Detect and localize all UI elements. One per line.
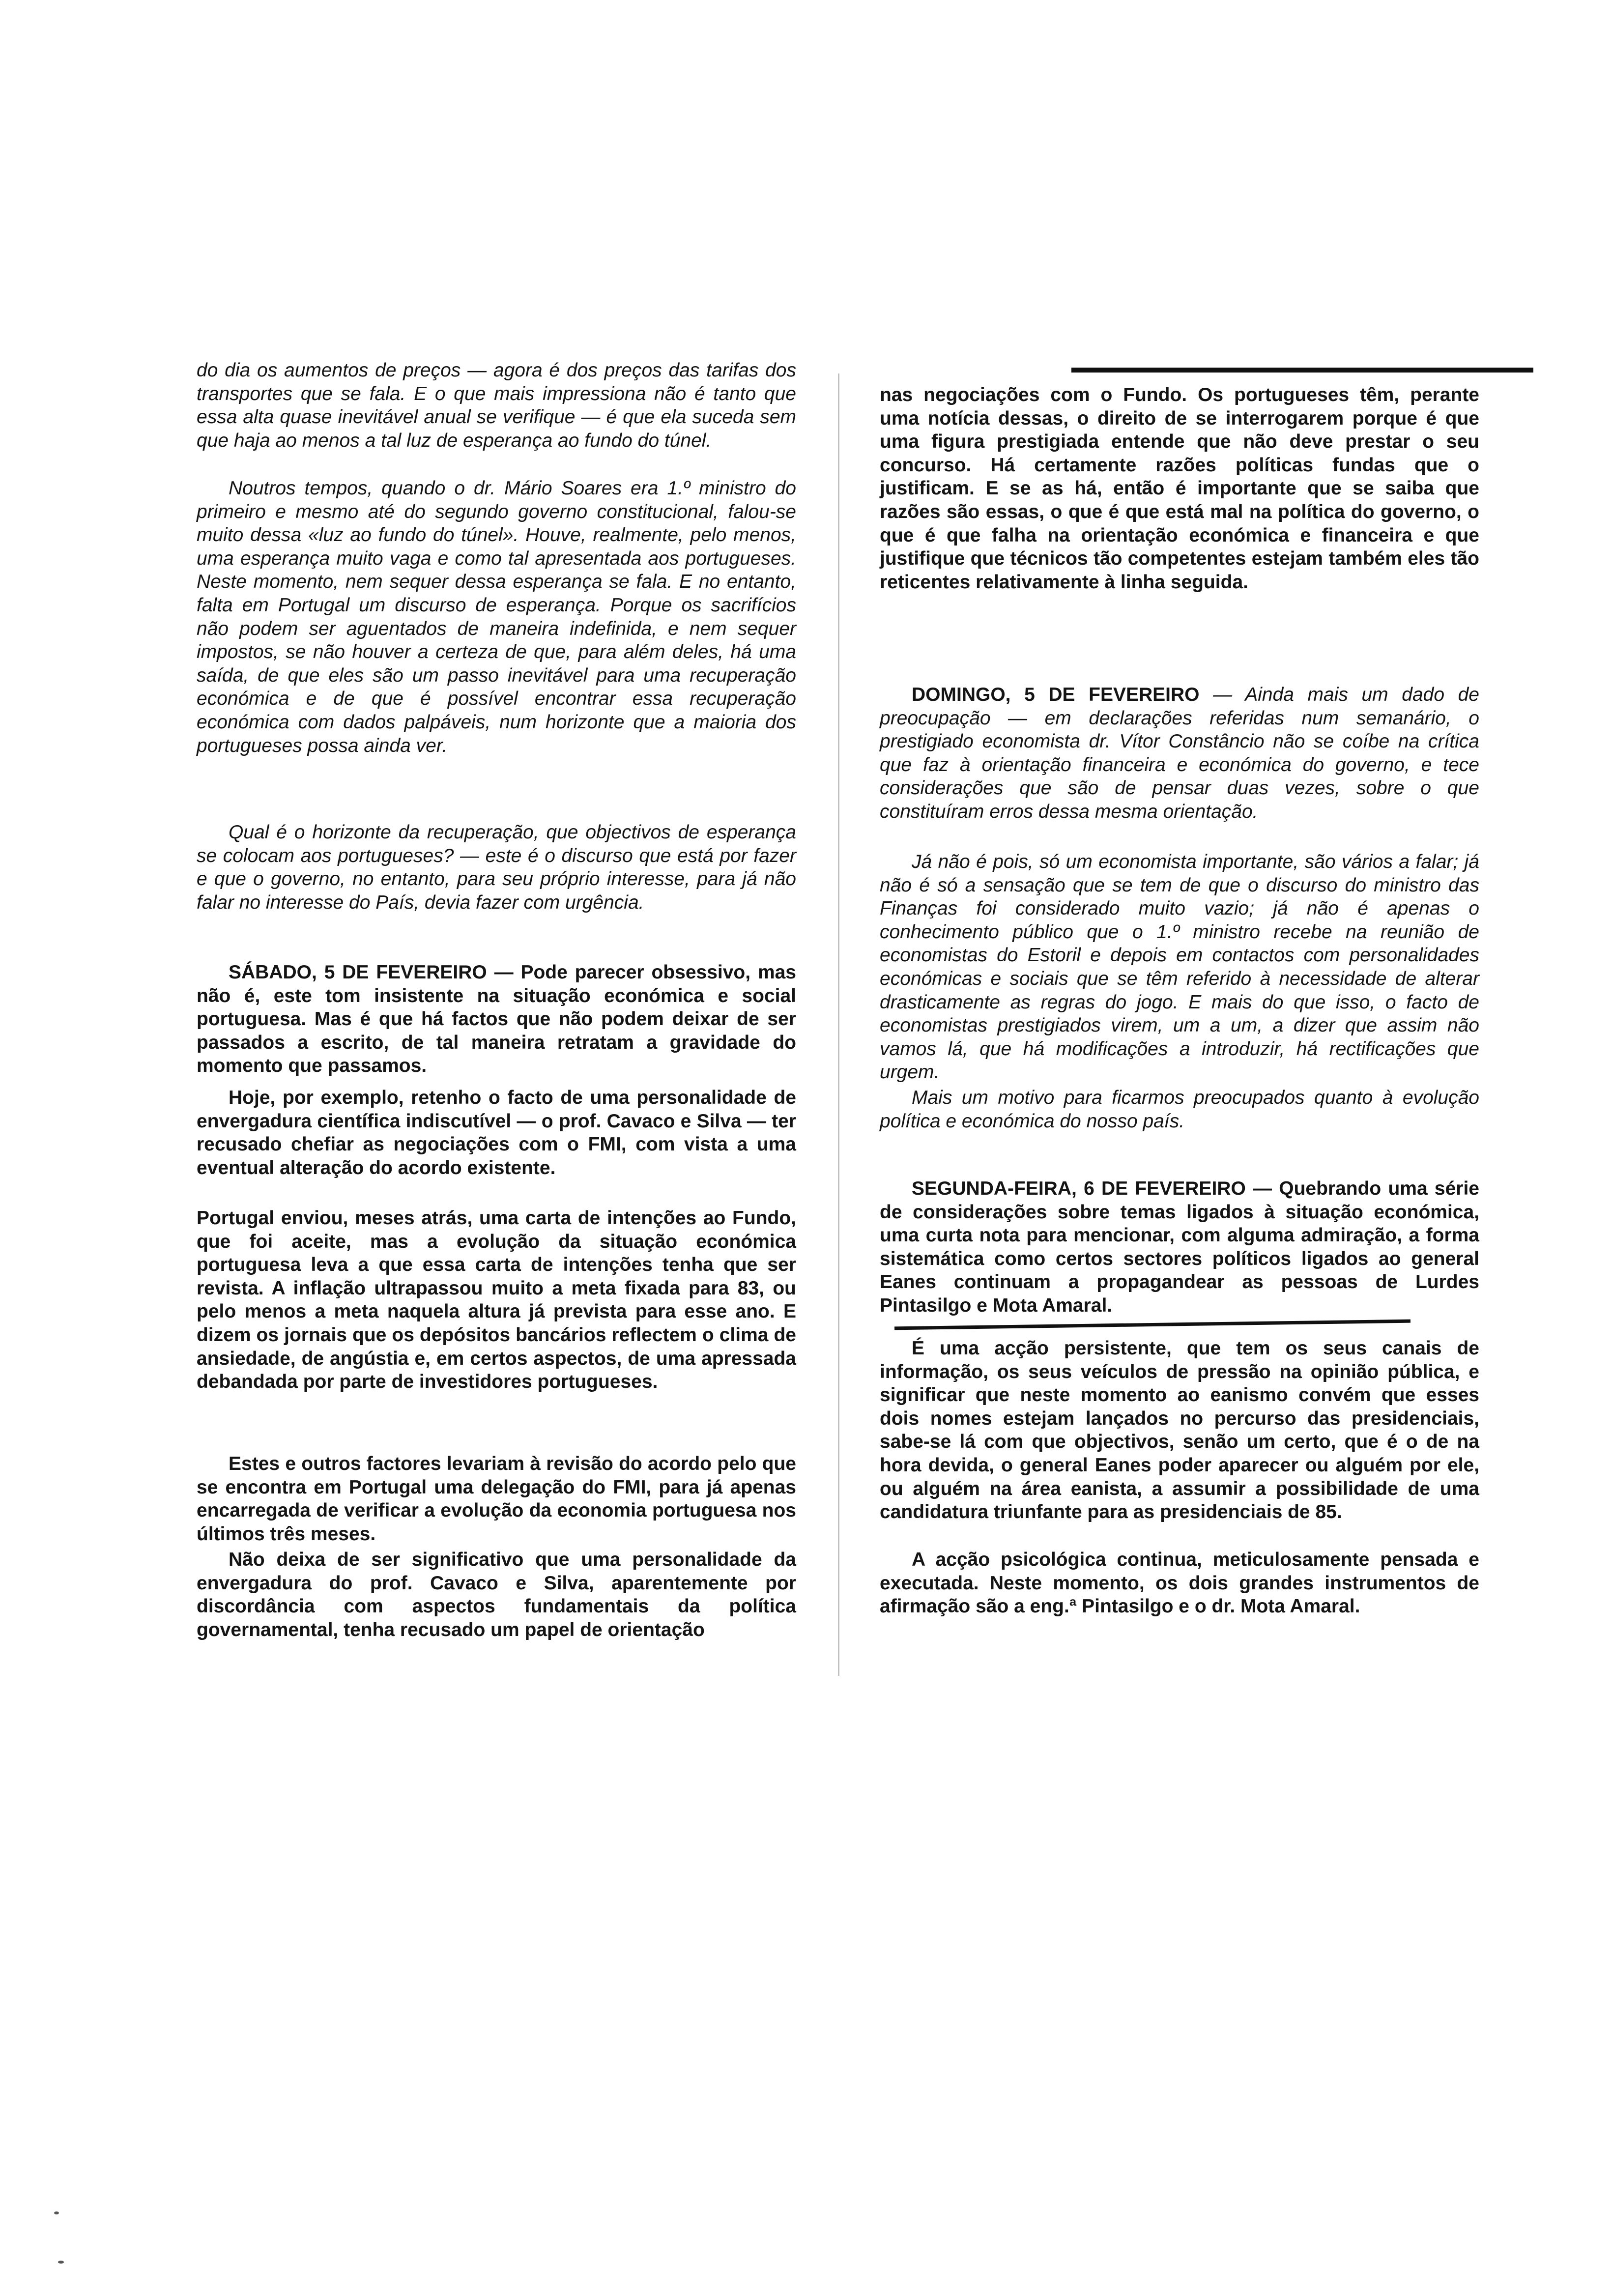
scan-speck bbox=[58, 2261, 64, 2264]
paragraph-left-4-text: — Pode parecer obsessivo, mas não é, este tom insistente na situação económica e social portuguesa. Mas é que há factos que não podem deixar de ser passados a escrito, de tal maneira retratam a gravidade do momento que passamos. bbox=[197, 962, 796, 1077]
paragraph-left-3: Qual é o horizonte da recuperação, que objectivos de esperança se colocam aos portugueses? — este é o discurso que está por fazer e que o governo, no entanto, para seu próprio interesse, para já não falar no interesse do País, devia fazer com urgência. bbox=[197, 822, 796, 913]
paragraph-right-5 bbox=[880, 1177, 1479, 1318]
paragraph-right-5-text: — Quebrando uma série de considerações sobre temas ligados à situação económica, uma curta nota para mencionar, com alguma admiração, a forma sistemática como certos sectores políticos ligados ao general Eanes continuam a propagandear as pessoas de Lurdes Pintasilgo e Mota Amaral. bbox=[880, 1178, 1479, 1316]
column-divider bbox=[838, 373, 839, 1676]
paragraph-right-6: É uma acção persistente, que tem os seus canais de informação, os seus veículos de pressão na opinião pública, e significar que neste momento ao eanismo convém que esses dois nomes estejam lançados no percurso das presidenciais, sabe-se lá com que objectivos, senão um certo, que é o de na hora devida, o general Eanes poder aparecer ou alguém por ele, ou alguém na área eanista, a assumir a possibilidade de uma candidatura triunfante para as presidenciais de 85. bbox=[880, 1338, 1479, 1523]
paragraph-right-2-text: — Ainda mais um dado de preocupação — em declarações referidas num semanário, o prestigiado economista dr. Vítor Constâncio não se coíbe na crítica que faz à orientação financeira e económica do governo, e tece considerações que são de pensar duas vezes, sobre o que constituíram erros dessa mesma orientação. bbox=[880, 684, 1479, 822]
paragraph-left-2: Noutros tempos, quando o dr. Mário Soares era 1.º ministro do primeiro e mesmo até do segundo governo constitucional, falou-se muito dessa «luz ao fundo do túnel». Houve, realmente, pelo menos, uma esperança muito vaga e como tal apresentada aos portugueses. Neste momento, nem sequer dessa esperança se fala. E no entanto, falta em Portugal um discurso de esperança. Porque os sacrifícios não podem ser aguentados de maneira indefinida, e nem sequer impostos, se não houver a certeza de que, para além deles, há uma saída, de que eles são um passo inevitável para uma recuperação económica e de que é possível encontrar essa recuperação económica com dados palpáveis, num horizonte que a maioria dos portugueses possa ainda ver. bbox=[197, 478, 796, 756]
paragraph-left-1: do dia os aumentos de preços — agora é dos preços das tarifas dos transportes que se fala. E o que mais impressiona não é tanto que essa alta quase inevitável anual se verifique — é que ela suceda sem que haja ao menos a tal luz de esperança ao fundo do túnel. bbox=[197, 360, 796, 451]
section-heading-domingo: DOMINGO, 5 DE FEVEREIRO bbox=[912, 684, 1200, 705]
paragraph-right-1: nas negociações com o Fundo. Os portugueses têm, perante uma notícia dessas, o direito de se interrogarem porque é que uma figura prestigiada entende que não deve prestar o seu concurso. Há certamente razões políticas fundas que o justificam. E se as há, então é importante que se saiba que razões são essas, o que é que está mal na política do governo, o que é que falha na orientação económica e financeira e que justifique que técnicos tão competentes estejam também eles tão reticentes relativamente à linha seguida. bbox=[880, 384, 1479, 593]
paragraph-left-6: Portugal enviou, meses atrás, uma carta de intenções ao Fundo, que foi aceite, mas a evolução da situação económica portuguesa leva a que essa carta de intenções tenha que ser revista. A inflação ultrapassou muito a meta fixada para 83, ou pelo menos a meta naquela altura já prevista para esse ano. E dizem os jornais que os depósitos bancários reflectem o clima de ansiedade, de angústia e, em certos aspectos, de uma apressada debandada por parte de investidores portugueses. bbox=[197, 1207, 796, 1393]
scan-speck bbox=[54, 2211, 59, 2214]
section-heading-sabado: SÁBADO, 5 DE FEVEREIRO bbox=[229, 962, 487, 983]
handwritten-underline bbox=[894, 1320, 1410, 1330]
paragraph-right-3: Já não é pois, só um economista importante, são vários a falar; já não é só a sensação que se tem de que o discurso do ministro das Finanças foi considerado muito vazio; já não é apenas o conhecimento público que o 1.º ministro recebe na reunião de economistas do Estoril e depois em contactos com personalidades económicas e sociais que se têm referido à necessidade de alterar drasticamente as regras do jogo. E mais do que isso, o facto de economistas prestigiados virem, um a um, a dizer que assim não vamos lá, que há modificações a introduzir, há rectificações que urgem. bbox=[880, 851, 1479, 1083]
paragraph-left-4 bbox=[197, 961, 796, 1078]
paragraph-left-8: Não deixa de ser significativo que uma personalidade da envergadura do prof. Cavaco e Silva, aparentemente por discordância com aspectos fundamentais da política governamental, tenha recusado um papel de orientação bbox=[197, 1549, 796, 1640]
paragraph-right-4: Mais um motivo para ficarmos preocupados quanto à evolução política e económica do nosso país. bbox=[880, 1087, 1479, 1132]
paragraph-left-5: Hoje, por exemplo, retenho o facto de uma personalidade de envergadura científica indiscutível — o prof. Cavaco e Silva — ter recusado chefiar as negociações com o FMI, com vista a uma eventual alteração do acordo existente. bbox=[197, 1087, 796, 1178]
paragraph-left-7: Estes e outros factores levariam à revisão do acordo pelo que se encontra em Portugal uma delegação do FMI, para já apenas encarregada de verificar a evolução da economia portuguesa nos últimos três meses. bbox=[197, 1453, 796, 1545]
paragraph-right-7: A acção psicológica continua, meticulosamente pensada e executada. Neste momento, os dois grandes instrumentos de afirmação são a eng.ª Pintasilgo e o dr. Mota Amaral. bbox=[880, 1549, 1479, 1617]
top-rule bbox=[1071, 368, 1533, 373]
section-heading-segunda: SEGUNDA-FEIRA, 6 DE FEVEREIRO bbox=[912, 1178, 1246, 1199]
paragraph-right-2 bbox=[880, 683, 1479, 824]
